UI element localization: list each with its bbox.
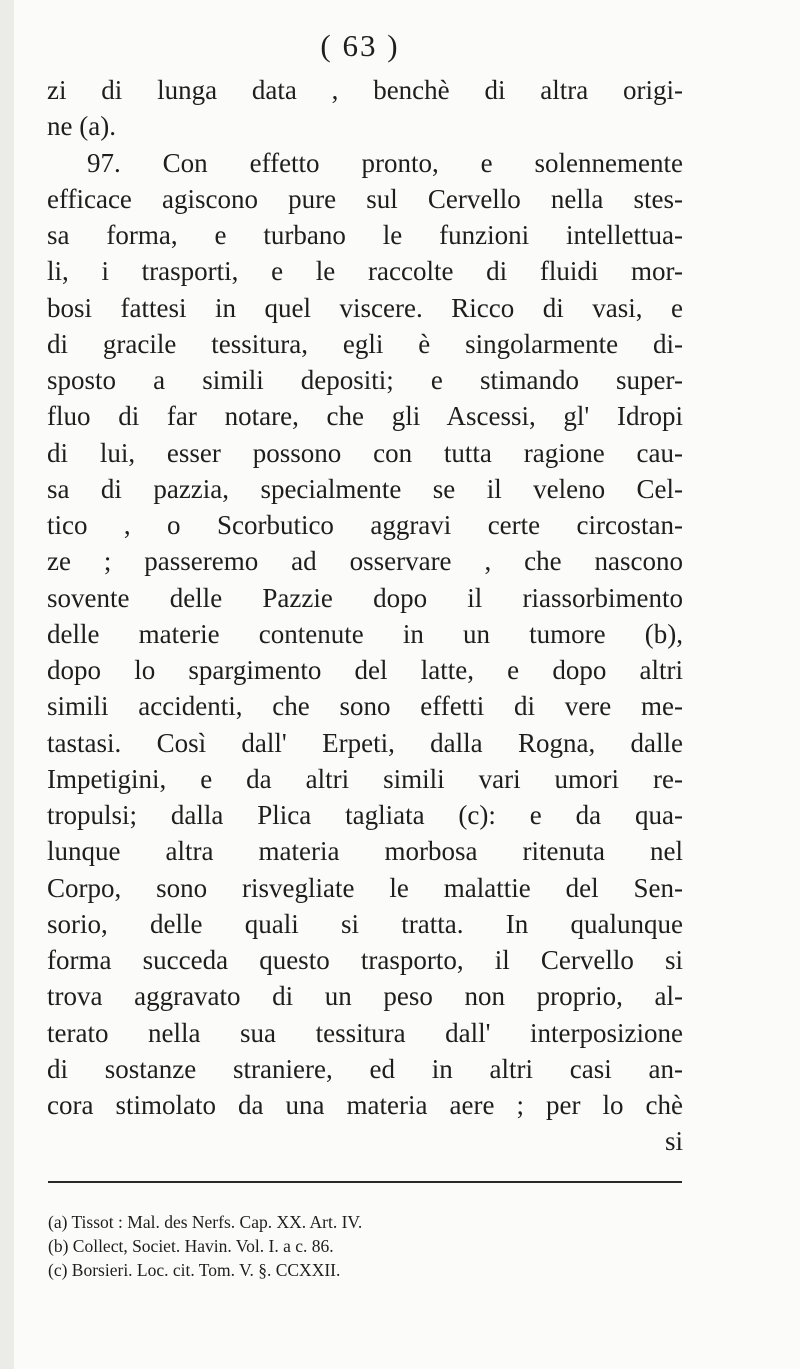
text-line: ze ; passeremo ad osservare , che nascono xyxy=(47,546,683,577)
text-line: sa di pazzia, specialmente se il veleno Cel- xyxy=(47,473,683,504)
text-line: tico , o Scorbutico aggravi certe circostan- xyxy=(47,510,683,540)
text-line: di sostanze straniere, ed in altri casi an- xyxy=(47,1053,683,1084)
text-line: Corpo, sono risvegliate le malattie del Sen- xyxy=(47,872,683,903)
body-text xyxy=(47,72,683,1160)
page-number: ( 63 ) xyxy=(320,28,400,63)
text-line: bosi fattesi in quel viscere. Ricco di vasi, e xyxy=(47,292,683,323)
text-line: forma succeda questo trasporto, il Cervello si xyxy=(47,945,683,975)
text-line: sovente delle Pazzie dopo il riassorbimento xyxy=(47,582,683,613)
text-line: li, i trasporti, e le raccolte di fluidi mor- xyxy=(47,256,683,287)
footnote-b: (b) Collect, Societ. Havin. Vol. I. a c. 86. xyxy=(48,1236,334,1256)
text-line: fluo di far notare, che gli Ascessi, gl' Idropi xyxy=(47,401,683,432)
text-line: sa forma, e turbano le funzioni intellettua- xyxy=(47,220,683,250)
text-line: simili accidenti, che sono effetti di vere me- xyxy=(47,691,683,722)
text-line: di gracile tessitura, egli è singolarmente di- xyxy=(47,328,683,359)
text-line: sposto a simili depositi; e stimando super- xyxy=(47,365,683,395)
text-line: lunque altra materia morbosa ritenuta nel xyxy=(47,836,683,867)
text-line: dopo lo spargimento del latte, e dopo altri xyxy=(47,655,683,685)
text-line: cora stimolato da una materia aere ; per lo chè xyxy=(47,1090,683,1120)
text-line: trova aggravato di un peso non proprio, al- xyxy=(47,981,683,1012)
text-line: tastasi. Così dall' Erpeti, dalla Rogna, dalle xyxy=(47,727,683,758)
text-line: sorio, delle quali si tratta. In qualunque xyxy=(47,908,683,939)
text-line: efficace agiscono pure sul Cervello nella stes- xyxy=(47,183,683,214)
text-line: delle materie contenute in un tumore (b), xyxy=(47,618,683,649)
text-line: Impetigini, e da altri simili vari umori re- xyxy=(47,763,683,794)
page-edge xyxy=(0,0,14,1369)
footnotes xyxy=(48,1210,682,1282)
text-line: tropulsi; dalla Plica tagliata (c): e da qua- xyxy=(47,800,683,830)
text-line: di lui, esser possono con tutta ragione cau- xyxy=(47,437,683,468)
text-line: ne (a). xyxy=(47,111,116,142)
catchword: si xyxy=(664,1126,683,1157)
text-line: zi di lunga data , benchè di altra origi- xyxy=(47,75,683,105)
footnote-separator xyxy=(48,1181,682,1183)
footnote-a: (a) Tissot : Mal. des Nerfs. Cap. XX. Art. IV. xyxy=(48,1212,363,1232)
paragraph-97-first-line: 97. Con effetto pronto, e solennemente xyxy=(87,147,683,178)
text-line: terato nella sua tessitura dall' interposizione xyxy=(47,1017,683,1048)
footnote-c: (c) Borsieri. Loc. cit. Tom. V. §. CCXXII. xyxy=(48,1260,341,1280)
